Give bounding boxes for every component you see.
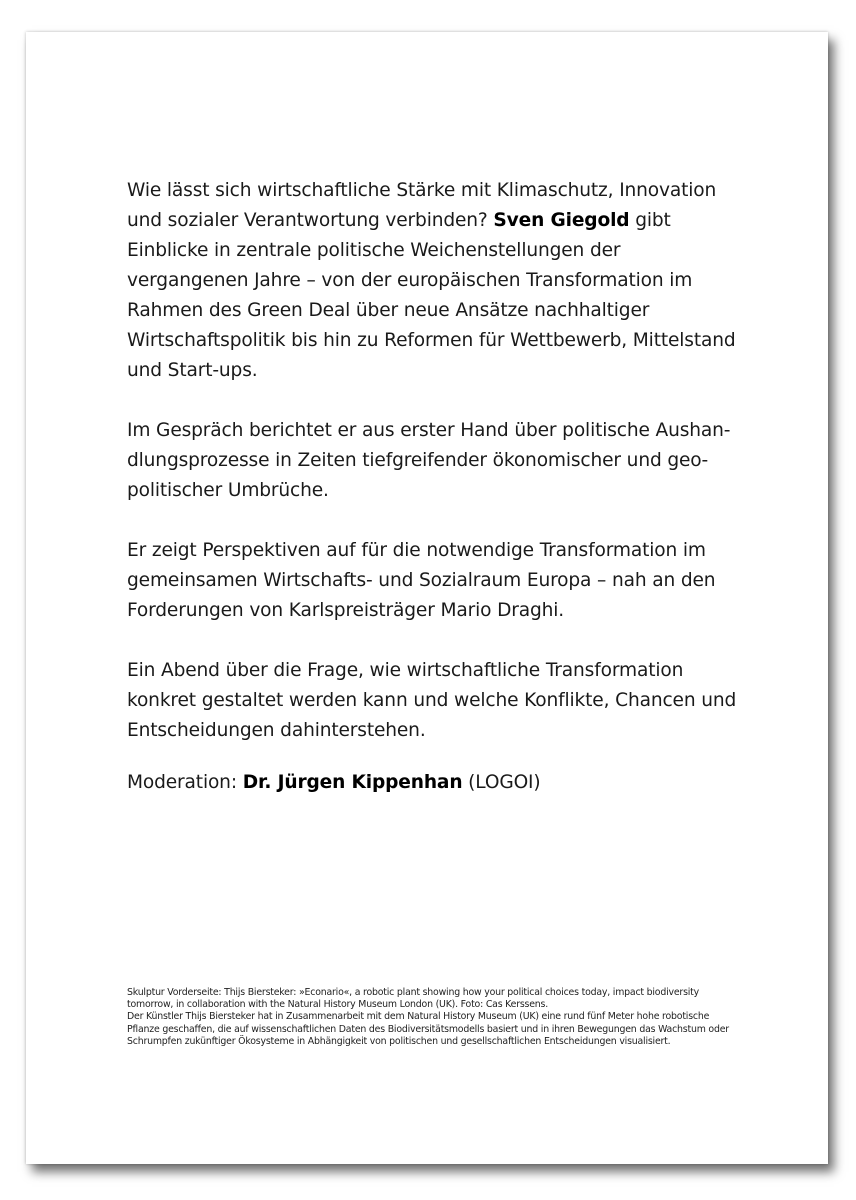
paragraph-intro — [127, 176, 747, 386]
image-credit-caption — [127, 987, 739, 1048]
main-text — [127, 176, 747, 828]
paragraph-intro-lead: Wie lässt sich wirtschaftliche Stärke mit Klimaschutz, Innovation und sozialer Verantwortung verbinden? — [127, 180, 717, 231]
moderation-label: Moderation: — [127, 772, 243, 793]
paragraph-perspectives: Er zeigt Perspektiven auf für die notwendige Transformation im gemeinsamen Wirtschafts- und Sozialraum Europa – nah an den Forderungen von Karlspreisträger Mario Draghi. — [127, 540, 716, 621]
paragraph-intro-rest: gibt Einblicke in zentrale politische Weichenstellungen der vergangenen Jahre – von der europäischen Transformation im Rahmen des Green Deal über neue Ansätze nachhaltiger Wirtschaftspolitik bis hin zu Reformen für Wettbewerb, Mittelstand und Start-ups. — [127, 210, 736, 381]
moderator-affiliation: (LOGOI) — [462, 772, 541, 793]
caption-credit-line: Skulptur Vorderseite: Thijs Biersteker: »Econario«, a robotic plant showing how your political choices today, impact biodiversity tomorrow, in collaboration with the Natural History Museum London (UK). Foto: Cas Kerssens. — [127, 987, 699, 1011]
caption-description: Der Künstler Thijs Biersteker hat in Zusammenarbeit mit dem Natural History Museum (UK) eine rund fünf Meter hohe robotische Pflanze geschaffen, die auf wissenschaftlichen Daten des Biodiversitätsmodells basiert und in ihren Bewegungen das Wachstum oder Schrumpfen zukünftiger Ökosysteme in Abhängigkeit von politischen und gesellschaftlichen Entscheidungen visualisiert. — [127, 1011, 729, 1047]
document-page — [26, 32, 828, 1164]
speaker-name: Sven Giegold — [493, 210, 630, 231]
moderator-name: Dr. Jürgen Kippenhan — [242, 772, 463, 793]
paragraph-conversation: Im Gespräch berichtet er aus erster Hand über politische Aushandlungsprozesse in Zeiten tiefgreifender ökonomischer und geopolitischer Umbrüche. — [127, 420, 731, 501]
paragraph-evening: Ein Abend über die Frage, wie wirtschaftliche Transformation konkret gestaltet werden kann und welche Konflikte, Chancen und Entscheidungen dahinterstehen. — [127, 660, 737, 741]
moderation-line — [127, 768, 747, 798]
